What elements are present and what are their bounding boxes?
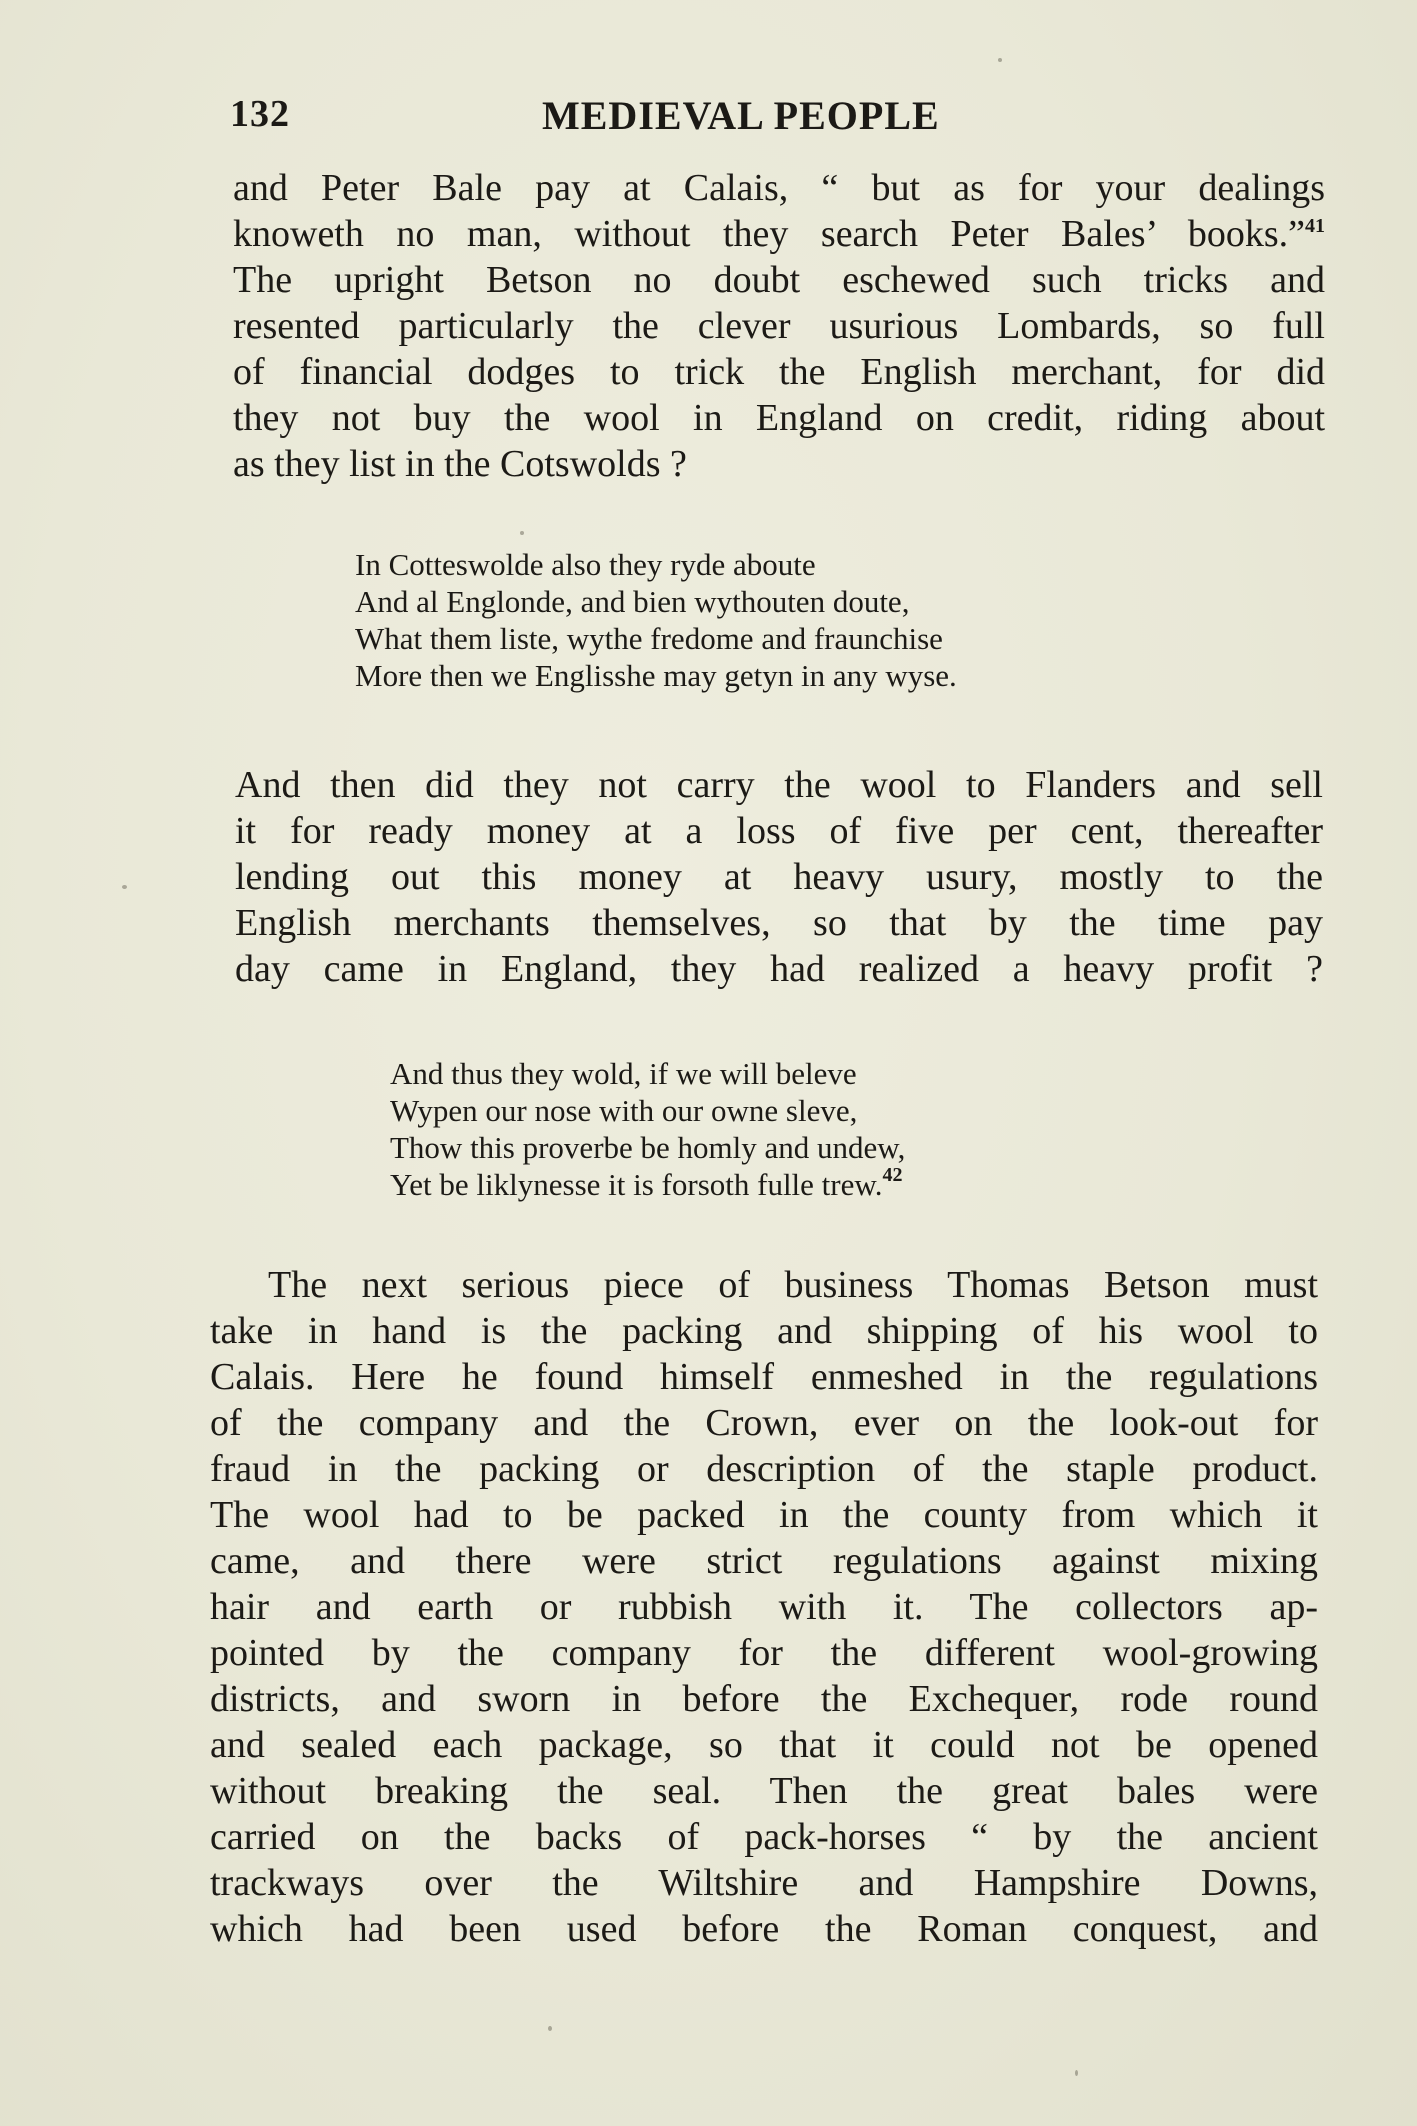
running-title: MEDIEVAL PEOPLE: [542, 93, 940, 138]
text-line: take in hand is the packing and shipping of his wool to: [210, 1310, 1318, 1352]
text-line: districts, and sworn in before the Exchequer, rode round: [210, 1678, 1318, 1720]
paragraph-3: [210, 1262, 1318, 1952]
text-line: The upright Betson no doubt eschewed such tricks and: [233, 259, 1325, 301]
text-line: resented particularly the clever usurious Lombards, so full: [233, 305, 1325, 347]
paragraph-2: [235, 762, 1323, 992]
paper-speck: [998, 58, 1002, 62]
text-line: and Peter Bale pay at Calais, “ but as for your dealings: [233, 167, 1325, 209]
text-line: which had been used before the Roman conquest, and: [210, 1908, 1318, 1950]
verse-line-content: Yet be liklynesse it is forsoth fulle trew.: [390, 1167, 883, 1202]
paper-speck: [548, 2026, 552, 2031]
verse-line: [390, 1166, 905, 1203]
page-number: 132: [230, 93, 290, 135]
text-line: came, and there were strict regulations against mixing: [210, 1540, 1318, 1582]
paper-speck: [122, 885, 127, 889]
text-line: The wool had to be packed in the county from which it: [210, 1494, 1318, 1536]
paper-speck: [1075, 2070, 1078, 2076]
text-line: and sealed each package, so that it could not be opened: [210, 1724, 1318, 1766]
text-line: of financial dodges to trick the English merchant, for did: [233, 351, 1325, 393]
verse-line: More then we Englisshe may getyn in any wyse.: [355, 658, 957, 693]
paragraph-1: [233, 165, 1325, 487]
verse-line: Wypen our nose with our owne sleve,: [390, 1093, 858, 1128]
text-line: day came in England, they had realized a heavy profit ?: [235, 948, 1323, 990]
paper-speck: [520, 531, 524, 535]
text-line: it for ready money at a loss of five per cent, thereafter: [235, 810, 1323, 852]
text-line: carried on the backs of pack-horses “ by the ancient: [210, 1816, 1318, 1858]
text-line: fraud in the packing or description of the staple product.: [210, 1448, 1318, 1490]
text-line-content: knoweth no man, without they search Peter Bales’ books.”: [233, 213, 1305, 255]
footnote-marker: 41: [1305, 215, 1325, 237]
text-line: hair and earth or rubbish with it. The collectors ap-: [210, 1586, 1318, 1628]
verse-line: And thus they wold, if we will beleve: [390, 1056, 857, 1091]
text-line: [233, 211, 1325, 257]
text-line: English merchants themselves, so that by the time pay: [235, 902, 1323, 944]
text-line: Calais. Here he found himself enmeshed in the regulations: [210, 1356, 1318, 1398]
text-line: without breaking the seal. Then the great bales were: [210, 1770, 1318, 1812]
text-line: as they list in the Cotswolds ?: [233, 443, 687, 485]
text-line: And then did they not carry the wool to Flanders and sell: [235, 764, 1323, 806]
verse-line: Thow this proverbe be homly and undew,: [390, 1130, 906, 1165]
verse-quotation-2: [390, 1055, 905, 1203]
text-line: they not buy the wool in England on credit, riding about: [233, 397, 1325, 439]
verse-line: And al Englonde, and bien wythouten doute,: [355, 584, 910, 619]
text-line: of the company and the Crown, ever on the look-out for: [210, 1402, 1318, 1444]
text-line: trackways over the Wiltshire and Hampshire Downs,: [210, 1862, 1318, 1904]
verse-line: What them liste, wythe fredome and fraunchise: [355, 621, 943, 656]
text-line: lending out this money at heavy usury, mostly to the: [235, 856, 1323, 898]
verse-quotation-1: [355, 546, 957, 694]
footnote-marker: 42: [882, 1164, 903, 1186]
text-line: The next serious piece of business Thomas Betson must: [268, 1264, 1318, 1306]
page-header: [230, 92, 1330, 152]
verse-line: In Cotteswolde also they ryde aboute: [355, 547, 816, 582]
text-line: pointed by the company for the different wool-growing: [210, 1632, 1318, 1674]
